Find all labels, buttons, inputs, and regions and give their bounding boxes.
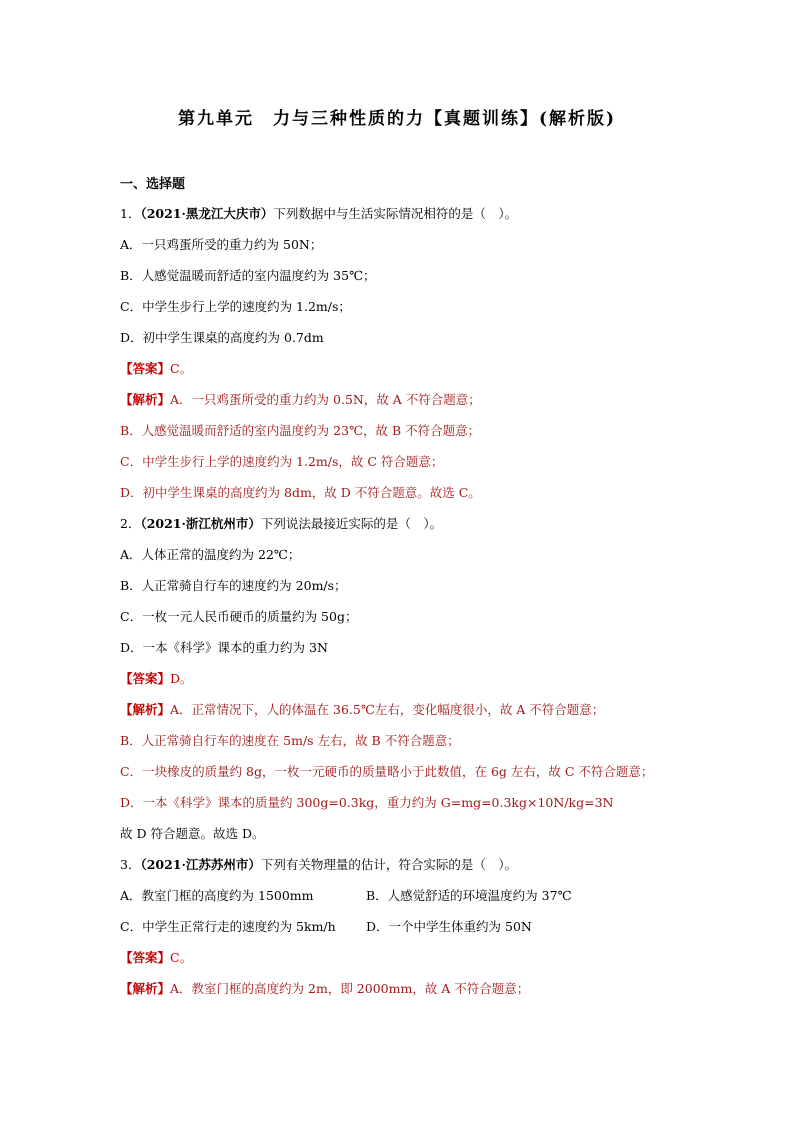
- option-d: D．一本《科学》课本的重力约为 3N: [120, 640, 328, 655]
- question-number: 3．: [120, 857, 141, 872]
- analysis-line: 故 D 符合题意。故选 D。: [120, 826, 265, 841]
- answer-value: C。: [170, 950, 193, 965]
- analysis-label: 【解析】: [120, 702, 171, 717]
- answer-label: 【答案】: [120, 950, 171, 965]
- answer-line: [120, 353, 710, 384]
- answer-value: C。: [170, 361, 193, 376]
- analysis-line: [120, 384, 710, 415]
- analysis-line: D．一本《科学》课本的质量约 300g=0.3kg，重力约为 G=mg=0.3kg×10N/kg=3N: [120, 795, 614, 810]
- analysis-label: 【解析】: [120, 981, 171, 996]
- option-c: C．一枚一元人民币硬币的质量约为 50g；: [120, 609, 358, 624]
- answer-line: [120, 942, 710, 973]
- question-3-stem: [120, 849, 710, 880]
- question-source: （2021·浙江杭州市）: [140, 516, 261, 531]
- analysis-line: C．中学生步行上学的速度约为 1.2m/s，故 C 符合题意；: [120, 454, 444, 469]
- analysis-text: A．教室门框的高度约为 2m，即 2000mm，故 A 不符合题意；: [170, 981, 530, 996]
- question-text: 下列数据中与生活实际情况相符的是（ ）。: [273, 206, 518, 221]
- analysis-text: A．一只鸡蛋所受的重力约为 0.5N，故 A 不符合题意；: [170, 392, 481, 407]
- option-a: A．一只鸡蛋所受的重力约为 50N；: [120, 237, 323, 252]
- question-1-stem: [120, 198, 710, 229]
- option-b: B．人正常骑自行车的速度约为 20m/s；: [120, 578, 347, 593]
- section-title: 一、选择题: [120, 177, 186, 192]
- option-d: D．一个中学生体重约为 50N: [366, 919, 532, 934]
- answer-label: 【答案】: [120, 671, 171, 686]
- analysis-text: A．正常情况下，人的体温在 36.5℃左右，变化幅度很小，故 A 不符合题意；: [170, 702, 605, 717]
- question-source: （2021·黑龙江大庆市）: [140, 206, 274, 221]
- option-c: C．中学生步行上学的速度约为 1.2m/s；: [120, 299, 351, 314]
- analysis-line: B．人感觉温暖而舒适的室内温度约为 23℃，故 B 不符合题意；: [120, 423, 481, 438]
- answer-line: [120, 663, 710, 694]
- answer-label: 【答案】: [120, 361, 171, 376]
- question-text: 下列说法最接近实际的是（ ）。: [260, 516, 443, 531]
- option-a: A．人体正常的温度约为 22℃；: [120, 547, 301, 562]
- question-content: [120, 172, 710, 1004]
- analysis-line: D．初中学生课桌的高度约为 8dm，故 D 不符合题意。故选 C。: [120, 485, 481, 500]
- option-b: B．人感觉舒适的环境温度约为 37℃: [366, 888, 572, 903]
- analysis-line: B．人正常骑自行车的速度在 5m/s 左右，故 B 不符合题意；: [120, 733, 460, 748]
- options-row: [120, 911, 710, 942]
- question-source: （2021·江苏苏州市）: [140, 857, 261, 872]
- question-number: 1．: [120, 206, 141, 221]
- options-row: [120, 880, 710, 911]
- option-a: A．教室门框的高度约为 1500mm: [120, 888, 314, 903]
- question-number: 2．: [120, 516, 141, 531]
- answer-value: D。: [170, 671, 193, 686]
- option-c: C．中学生正常行走的速度约为 5km/h: [120, 919, 336, 934]
- page-title: 第九单元 力与三种性质的力【真题训练】(解析版): [177, 109, 617, 129]
- question-text: 下列有关物理量的估计，符合实际的是（ ）。: [260, 857, 518, 872]
- option-d: D．初中学生课桌的高度约为 0.7dm: [120, 330, 324, 345]
- question-2-stem: [120, 508, 710, 539]
- option-b: B．人感觉温暖而舒适的室内温度约为 35℃；: [120, 268, 376, 283]
- analysis-line: [120, 973, 710, 1004]
- analysis-label: 【解析】: [120, 392, 171, 407]
- analysis-line: [120, 694, 710, 725]
- analysis-line: C．一块橡皮的质量约 8g，一枚一元硬币的质量略小于此数值，在 6g 左右，故 C 不符合题意；: [120, 764, 654, 779]
